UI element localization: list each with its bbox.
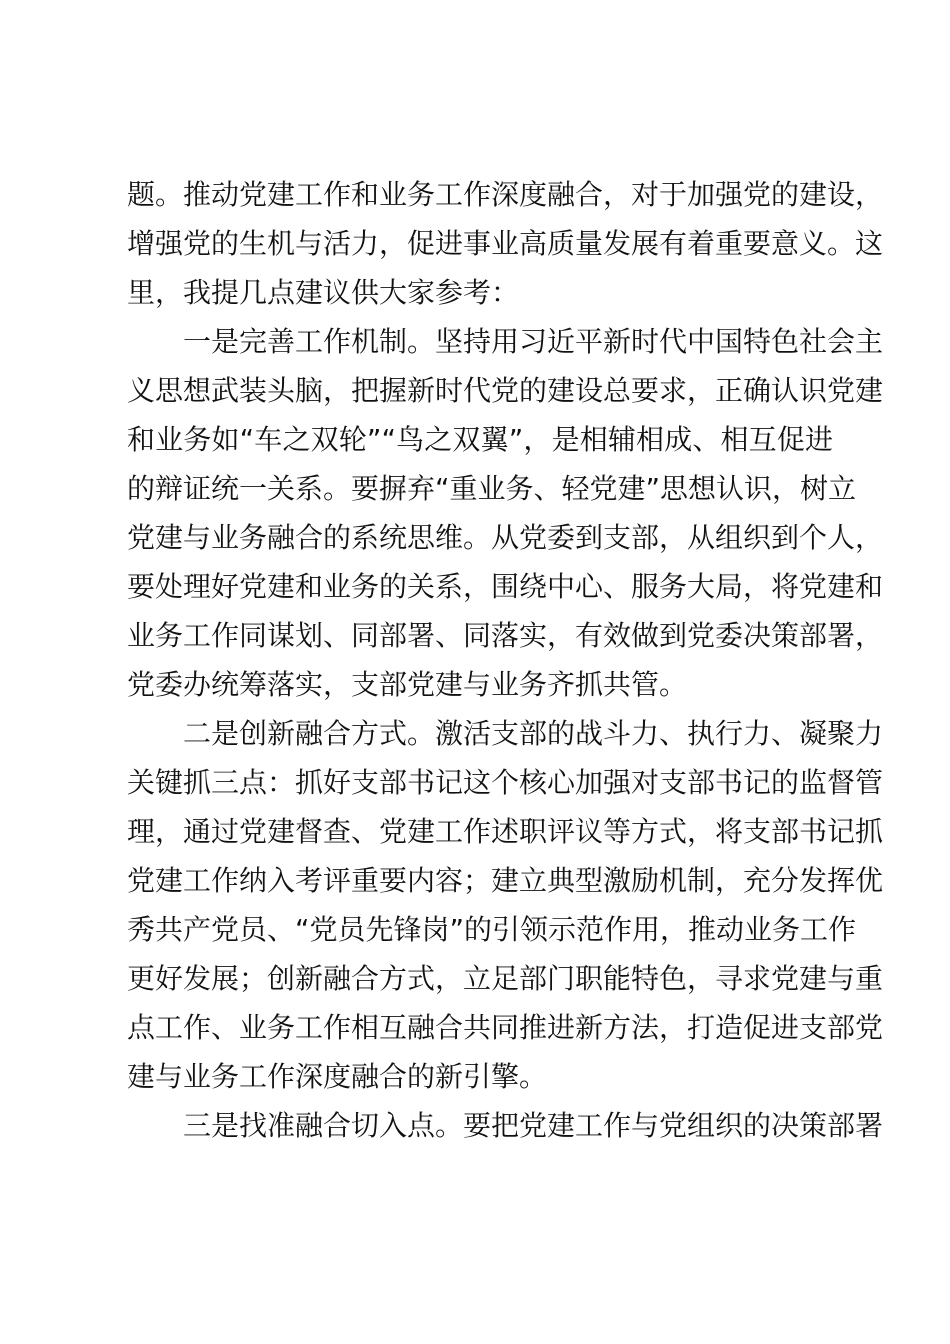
paragraph-1-line-1: 题。推动党建工作和业务工作深度融合，对于加强党的建设， — [127, 178, 884, 211]
paragraph-3-line-6: 更好发展；创新融合方式，立足部门职能特色，寻求党建与重 — [127, 962, 884, 995]
paragraph-2-line-7: 业务工作同谋划、同部署、同落实，有效做到党委决策部署， — [127, 619, 884, 652]
document-body — [127, 178, 884, 1161]
paragraph-3-line-4: 党建工作纳入考评重要内容；建立典型激励机制，充分发挥优 — [127, 864, 884, 897]
paragraph-1-line-2: 增强党的生机与活力，促进事业高质量发展有着重要意义。这 — [127, 227, 884, 260]
paragraph-3-line-5: 秀共产党员、“党员先锋岗”的引领示范作用，推动业务工作 — [127, 913, 857, 946]
paragraph-3-line-2: 关键抓三点：抓好支部书记这个核心加强对支部书记的监督管 — [127, 766, 884, 799]
paragraph-3-line-1: 二是创新融合方式。激活支部的战斗力、执行力、凝聚力 — [183, 717, 884, 750]
paragraph-2-line-3: 和业务如“车之双轮”“鸟之双翼”，是相辅相成、相互促进 — [127, 423, 833, 456]
paragraph-2-line-8: 党委办统筹落实，支部党建与业务齐抓共管。 — [127, 668, 688, 701]
paragraph-3-line-3: 理，通过党建督查、党建工作述职评议等方式，将支部书记抓 — [127, 815, 884, 848]
paragraph-4-line-1: 三是找准融合切入点。要把党建工作与党组织的决策部署 — [183, 1109, 884, 1142]
paragraph-2-line-1: 一是完善工作机制。坚持用习近平新时代中国特色社会主 — [183, 325, 884, 358]
paragraph-2-line-2: 义思想武装头脑，把握新时代党的建设总要求，正确认识党建 — [127, 374, 884, 407]
paragraph-2-line-6: 要处理好党建和业务的关系，围绕中心、服务大局，将党建和 — [127, 570, 884, 603]
paragraph-2-line-5: 党建与业务融合的系统思维。从党委到支部，从组织到个人， — [127, 521, 884, 554]
paragraph-3-line-8: 建与业务工作深度融合的新引擎。 — [127, 1060, 548, 1093]
paragraph-1-line-3: 里，我提几点建议供大家参考： — [127, 276, 520, 309]
paragraph-3-line-7: 点工作、业务工作相互融合共同推进新方法，打造促进支部党 — [127, 1011, 884, 1044]
paragraph-2-line-4: 的辩证统一关系。要摒弃“重业务、轻党建”思想认识，树立 — [127, 472, 857, 505]
